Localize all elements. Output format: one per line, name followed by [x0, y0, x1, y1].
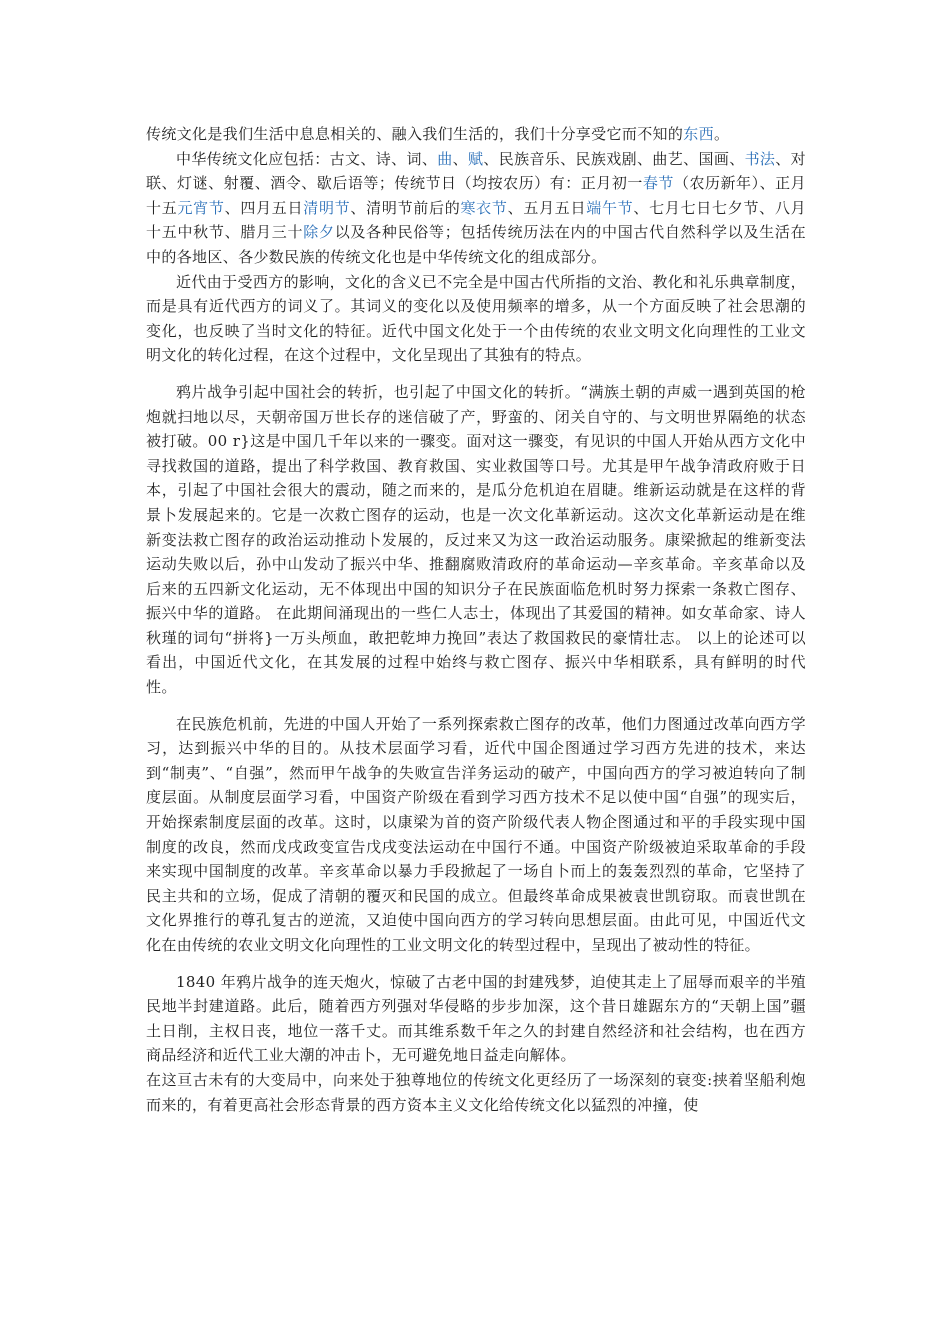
- document-page: [146, 122, 806, 1117]
- paragraph-text: （农历新年）、正月十五: [146, 174, 807, 217]
- paragraph-text: 、民族音乐、民族戏剧、曲艺、国画、: [483, 149, 745, 168]
- paragraph-text: 、清明节前后的: [350, 198, 461, 217]
- paragraph-gap: [146, 958, 806, 970]
- paragraph-text: 、: [452, 149, 468, 168]
- paragraph-text: 中华传统文化应包括：古文、诗、词、: [176, 149, 438, 168]
- paragraph-text: 在民族危机前，先进的中国人开始了一系列探索救亡图存的改革，他们力图通过改革向西方学习，达到振兴中华的目的。从技术层面学习看，近代中国企图通过学习西方先进的技术，来达到“制夷”、“自强”，然而甲午战争的失败宣告洋务运动的破产，中国向西方的学习被迫转向了制度层面。从制度层面学习看，中国资产阶级在看到学习西方技术不足以使中国“自强”的现实后，开始探索制度层面的改革。这时，以康梁为首的资产阶级代表人物企图通过和平的手段实现中国制度的改良，然而戊戌政变宣告戊戌变法运动在中国行不通。中国资产阶级被迫采取革命的手段来实现中国制度的改革。辛亥革命以暴力手段掀起了一场自卜而上的轰轰烈烈的革命，它坚持了民主共和的立场，促成了清朝的覆灭和民国的成立。但最终革命成果被袁世凯窃取。而袁世凯在文化界推行的尊孔复古的逆流，又迫使中国向西方的学习转向思想层面。由此可见，中国近代文化在由传统的农业文明文化向理性的工业文明文化的转型过程中，呈现出了被动性的特征。: [146, 714, 806, 954]
- paragraph: [146, 270, 806, 368]
- paragraph: [146, 970, 806, 1068]
- term-link[interactable]: 东西: [683, 125, 714, 143]
- paragraph-text: 、五月五日: [507, 198, 587, 217]
- paragraph: [146, 380, 806, 700]
- paragraph-text: 。: [713, 125, 730, 143]
- paragraph: [146, 712, 806, 958]
- paragraph-text: 、七月七日七夕节、八月十五中秋节、腊月三十: [146, 198, 806, 242]
- term-link[interactable]: 除夕: [303, 223, 335, 242]
- term-link[interactable]: 书法: [744, 149, 776, 168]
- term-link[interactable]: 元宵节: [177, 198, 225, 217]
- paragraph: [146, 1068, 806, 1117]
- paragraph: [146, 147, 806, 270]
- paragraph-text: 近代由于受西方的影响，文化的含义已不完全是中国古代所指的文治、教化和礼乐典章制度，而是具有近代西方的词义了。其词义的变化以及使用频率的增多，从一个方面反映了社会思潮的变化，也反映了当时文化的特征。近代中国文化处于一个由传统的农业文明文化向理性的工业文明文化的转化过程，在这个过程中，文化呈现出了其独有的特点。: [146, 272, 806, 365]
- paragraph-text: 1840 年鸦片战争的连天炮火，惊破了古老中国的封建残梦，迫使其走上了屈辱而艰辛的半殖民地半封建道路。此后，随着西方列强对华侵略的步步加深，这个昔日雄踞东方的“天朝上国”疆土日削，主权日丧，地位一落千丈。而其维系数千年之久的封建自然经济和社会结构，也在西方商品经济和近代工业大潮的冲击卜，无可避免地日益走向解体。: [146, 972, 806, 1065]
- paragraph-text: 、对联、灯谜、射覆、酒令、歇后语等；传统节日（均按农历）有：正月初一: [146, 149, 807, 193]
- term-link[interactable]: 清明节: [303, 198, 351, 217]
- paragraph-text: 在这亘古未有的大变局中，向来处于独尊地位的传统文化更经历了一场深刻的衰变:挟着坚船利炮而来的，有着更高社会形态背景的西方资本主义文化给传统文化以猛烈的冲撞，使: [146, 1070, 806, 1114]
- paragraph: [146, 122, 806, 147]
- paragraph-text: 传统文化是我们生活中息息相关的、融入我们生活的，我们十分享受它而不知的: [146, 125, 684, 143]
- paragraph-text: 以及各种民俗等；包括传统历法在内的中国古代自然科学以及生活在中的各地区、各少数民族的传统文化也是中华传统文化的组成部分。: [146, 223, 806, 266]
- term-link[interactable]: 赋: [467, 149, 484, 168]
- paragraph-gap: [146, 700, 806, 712]
- term-link[interactable]: 端午节: [586, 198, 634, 217]
- paragraph-text: 鸦片战争引起中国社会的转折，也引起了中国文化的转折。“满族土朝的声威一遇到英国的枪炮就扫地以尽，天朝帝国万世长存的迷信破了产，野蛮的、闭关自守的、与文明世界隔绝的状态被打破。00 r}这是中国几千年以来的一骤变。面对这一骤变，有见识的中国人开始从西方文化中寻找救国的道路，提出了科学救国、教育救国、实业救国等口号。尤其是甲午战争清政府败于日本，引起了中国社会很大的震动，随之而来的，是瓜分危机迫在眉睫。维新运动就是在这样的背景卜发展起来的。它是一次救亡图存的运动，也是一次文化革新运动。这次文化革新运动是在维新变法救亡图存的政治运动推动卜发展的，反过来又为这一政治运动服务。康梁掀起的维新变法运动失败以后，孙中山发动了振兴中华、推翻腐败清政府的革命运动—辛亥革命。辛亥革命以及后来的五四新文化运动，无不体现出中国的知识分子在民族面临危机时努力探索一条救亡图存、振兴中华的道路。 在此期间涌现出的一些仁人志士，体现出了其爱国的精神。如女革命家、诗人秋瑾的词句“拼将}一万头颅血，敢把乾坤力挽回”表达了救国救民的豪情壮志。 以上的论述可以看出，中国近代文化，在其发展的过程中始终与救亡图存、振兴中华相联系，具有鲜明的时代性。: [146, 382, 806, 697]
- paragraph-text: 、四月五日: [224, 198, 304, 217]
- term-link[interactable]: 春节: [642, 174, 674, 193]
- paragraph-gap: [146, 368, 806, 380]
- term-link[interactable]: 寒衣节: [460, 198, 508, 217]
- term-link[interactable]: 曲: [437, 149, 453, 168]
